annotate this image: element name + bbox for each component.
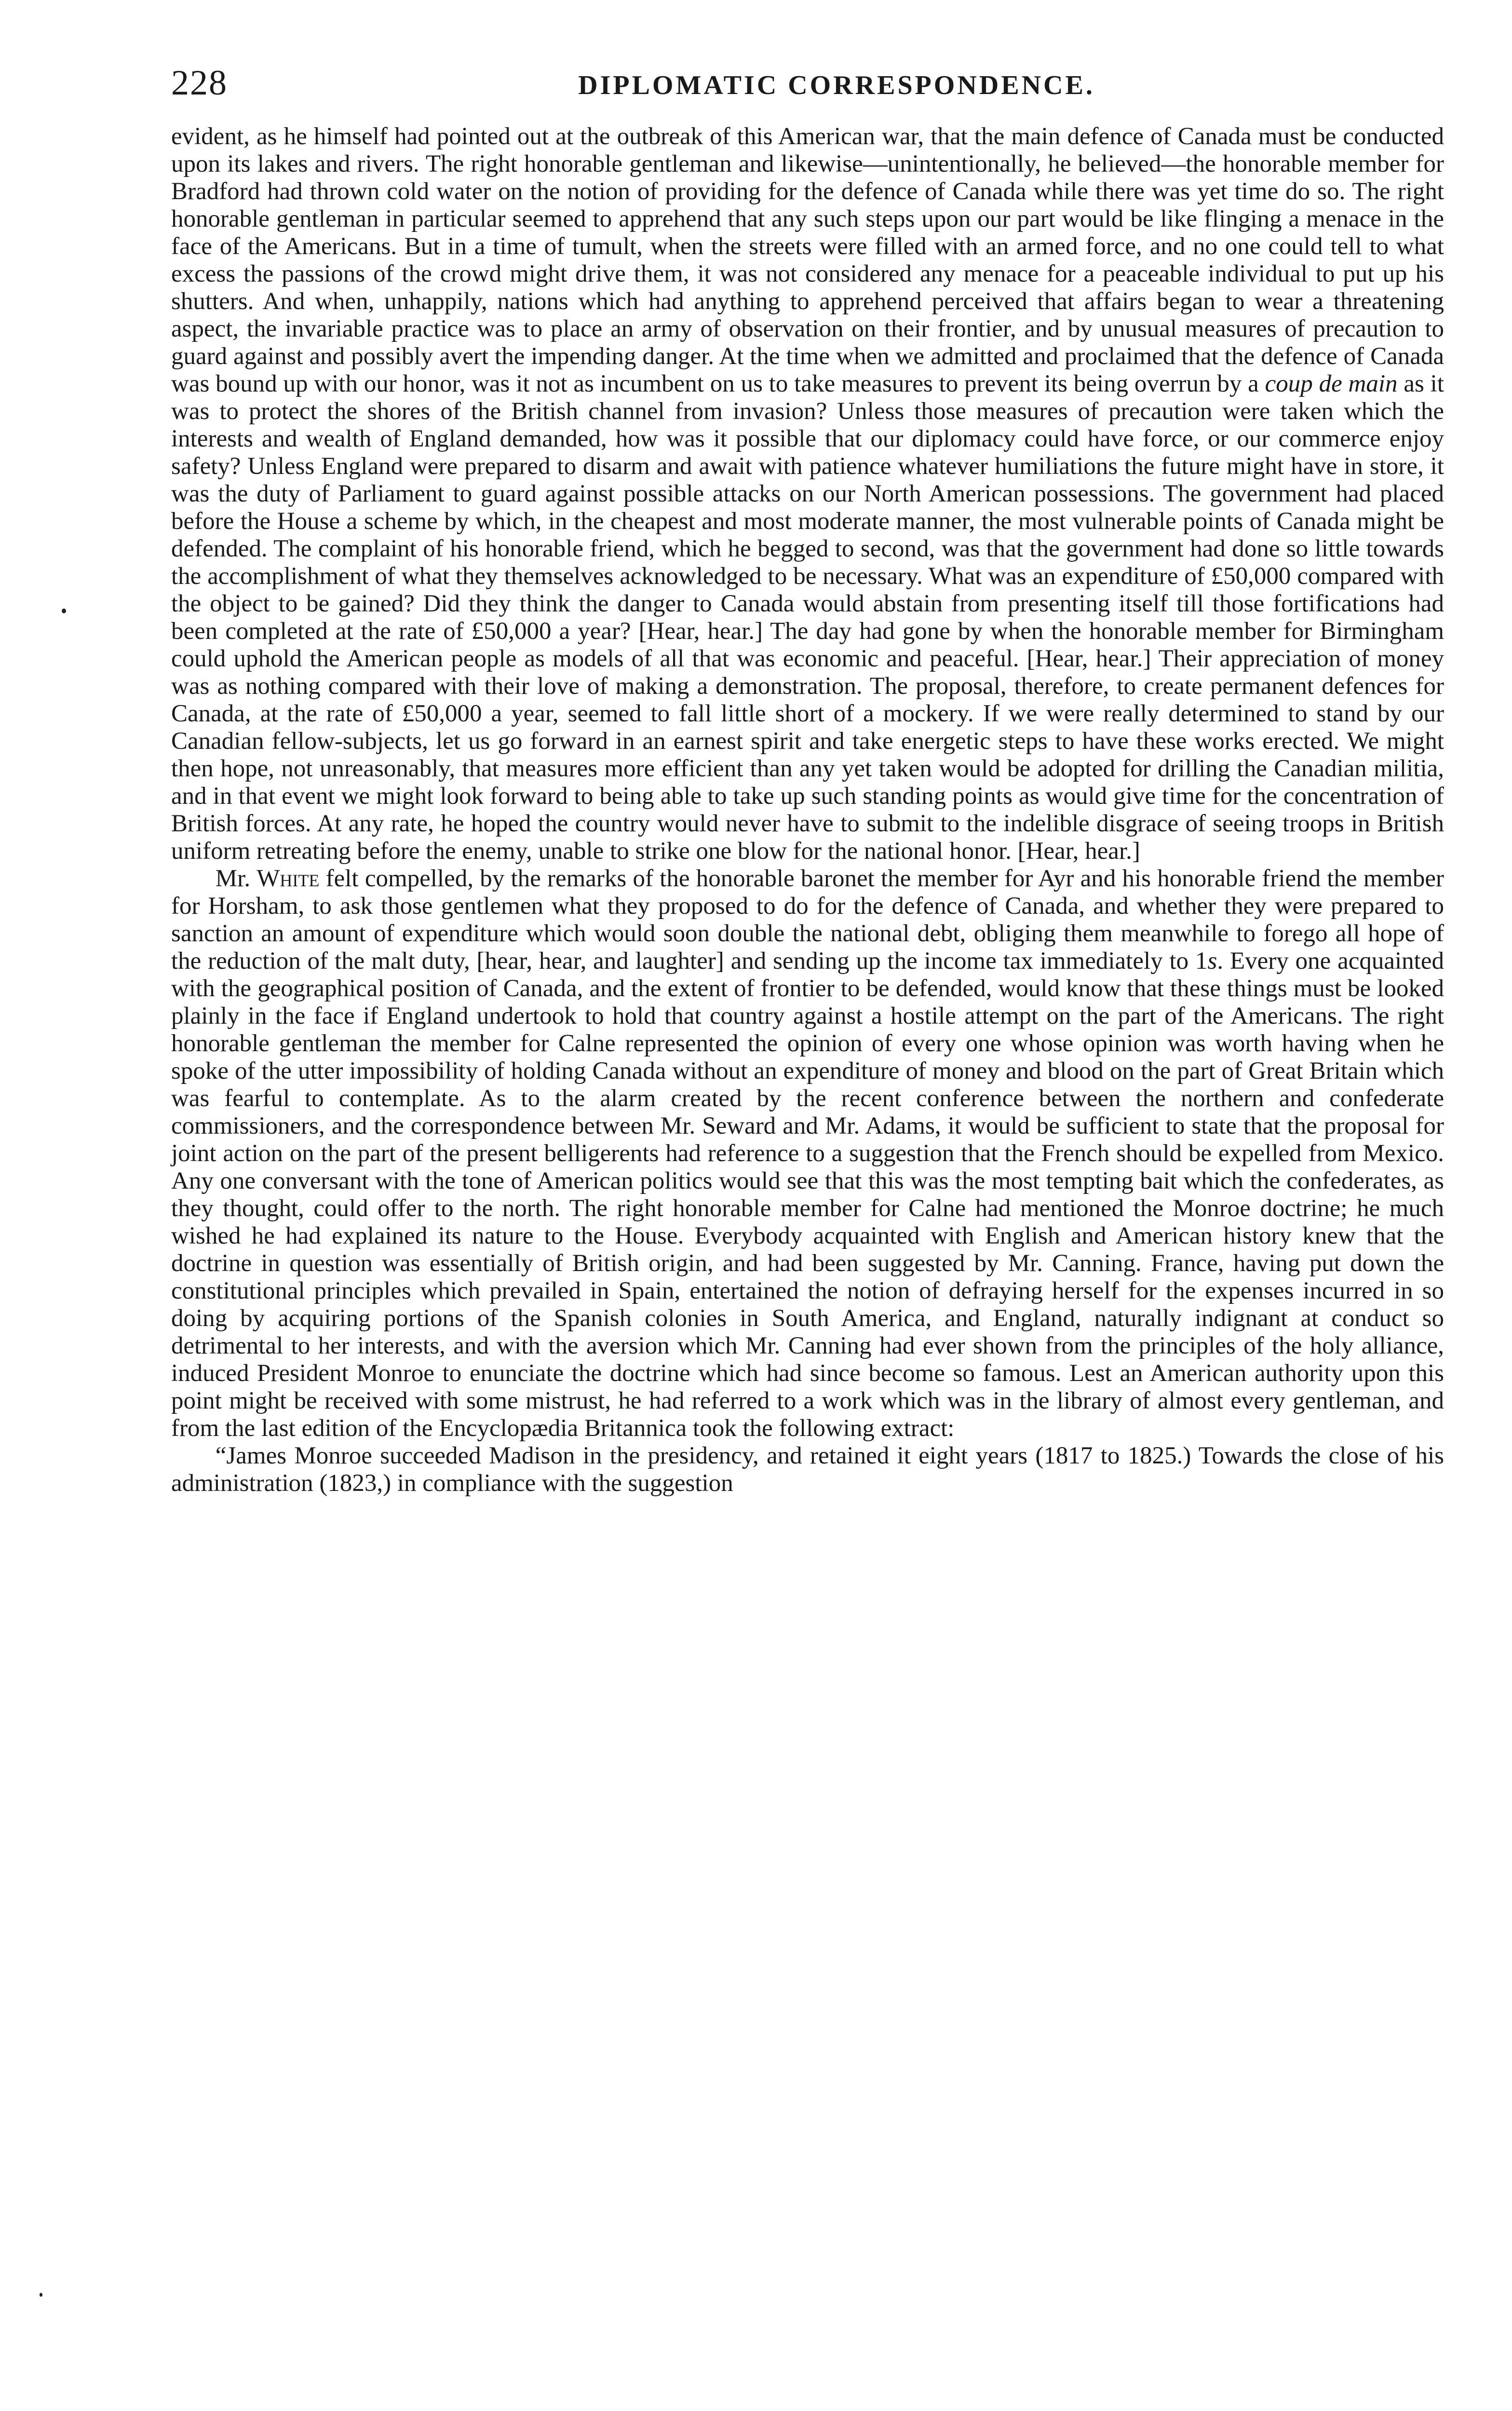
- paragraph: [171, 1442, 1444, 1497]
- italic-run: coup de main: [1265, 370, 1398, 397]
- page-number: 228: [171, 63, 228, 103]
- text-run: as it was to protect the shores of the British channel from invasion? Unless those measures of precaution were taken which the interests and wealth of England demanded, how was it possible that our diplomacy could have force, or our commerce enjoy safety? Unless England were prepared to disarm and await with patience whatever humiliations the future might have in store, it was the duty of Parliament to guard against possible attacks on our North American possessions. The government had placed before the House a scheme by which, in the cheapest and most moderate manner, the most vulnerable points of Canada might be defended. The complaint of his honorable friend, which he begged to second, was that the government had done so little towards the accomplishment of what they themselves acknowledged to be necessary. What was an expenditure of £50,000 compared with the object to be gained? Did they think the danger to Canada would abstain from presenting itself till those fortifications had been completed at the rate of £50,000 a year? [Hear, hear.] The day had gone by when the honorable member for Birmingham could uphold the American people as models of all that was economic and peaceful. [Hear, hear.] Their appreciation of money was as nothing compared with their love of making a demonstration. The proposal, therefore, to create permanent defences for Canada, at the rate of £50,000 a year, seemed to fall little short of a mockery. If we were really determined to stand by our Canadian fellow-subjects, let us go forward in an earnest spirit and take energetic steps to have these works erected. We might then hope, not unreasonably, that measures more efficient than any yet taken would be adopted for drilling the Canadian militia, and in that event we might look forward to being able to take up such standing points as would give time for the concentration of British forces. At any rate, he hoped the country would never have to submit to the indelible disgrace of seeing troops in British uniform retreating before the enemy, unable to strike one blow for the national honor. [Hear, hear.]: [171, 370, 1444, 865]
- text-run: evident, as he himself had pointed out at the outbreak of this American war, that the main defence of Canada must be conducted upon its lakes and rivers. The right honorable gentleman and likewise—unintentionally, he believed—the honorable member for Bradford had thrown cold water on the notion of providing for the defence of Canada while there was yet time do so. The right honorable gentleman in particular seemed to apprehend that any such steps upon our part would be like flinging a menace in the face of the Americans. But in a time of tumult, when the streets were filled with an armed force, and no one could tell to what excess the passions of the crowd might drive them, it was not considered any menace for a peaceable individual to put up his shutters. And when, unhappily, nations which had anything to apprehend perceived that affairs began to wear a threatening aspect, the invariable practice was to place an army of observation on their frontier, and by unusual measures of precaution to guard against and possibly avert the impending danger. At the time when we admitted and proclaimed that the defence of Canada was bound up with our honor, was it not as incumbent on us to take measures to prevent its being overrun by a: [171, 123, 1444, 397]
- text-run: . Every one acquainted with the geographical position of Canada, and the extent of frontier to be defended, would know that these things must be looked plainly in the face if England undertook to hold that country against a hostile attempt on the part of the Americans. The right honorable gentleman the member for Calne represented the opinion of every one whose opinion was worth having when he spoke of the utter impossibility of holding Canada without an expenditure of money and blood on the part of Great Britain which was fearful to contemplate. As to the alarm created by the recent conference between the northern and confederate commissioners, and the correspondence between Mr. Seward and Mr. Adams, it would be sufficient to state that the proposal for joint action on the part of the present belligerents had reference to a suggestion that the French should be expelled from Mexico. Any one conversant with the tone of American politics would see that this was the most tempting bait which the confederates, as they thought, could offer to the north. The right honorable member for Calne had mentioned the Monroe doctrine; he much wished he had explained its nature to the House. Everybody acquainted with English and American history knew that the doctrine in question was essentially of British origin, and had been suggested by Mr. Canning. France, having put down the constitutional principles which prevailed in Spain, entertained the notion of defraying herself for the expenses incurred in so doing by acquiring portions of the Spanish colonies in South America, and England, naturally indignant at conduct so detrimental to her interests, and with the aversion which Mr. Canning had ever shown from the principles of the holy alliance, induced President Monroe to enunciate the doctrine which had since become so famous. Lest an American authority upon this point might be received with some mistrust, he had referred to a work which was in the library of almost every gentleman, and from the last edition of the Encyclopædia Britannica took the following extract:: [171, 948, 1444, 1442]
- text-run: “James Monroe succeeded Madison in the presidency, and retained it eight years (1817 to 1825.) Towards the close of his administration (1823,) in compliance with the suggestion: [171, 1442, 1444, 1497]
- document-page: [171, 65, 1444, 1497]
- print-speck: [62, 609, 66, 613]
- running-title: DIPLOMATIC CORRESPONDENCE.: [578, 70, 1095, 100]
- paragraph: [171, 123, 1444, 865]
- body-text: [171, 123, 1444, 1497]
- italic-run: s: [1207, 948, 1217, 975]
- speaker-name: White: [256, 865, 320, 892]
- print-speck: [40, 2293, 42, 2297]
- paragraph: [171, 865, 1444, 1442]
- text-run: felt compelled, by the remarks of the honorable baronet the member for Ayr and his honorable friend the member for Horsham, to ask those gentlemen what they proposed to do for the defence of Canada, and whether they were prepared to sanction an amount of expenditure which would soon double the national debt, obliging them meanwhile to forego all hope of the reduction of the malt duty, [hear, hear, and laughter] and sending up the income tax immediately to 1: [171, 865, 1444, 975]
- text-run: Mr.: [215, 865, 257, 892]
- running-head: [171, 65, 1444, 118]
